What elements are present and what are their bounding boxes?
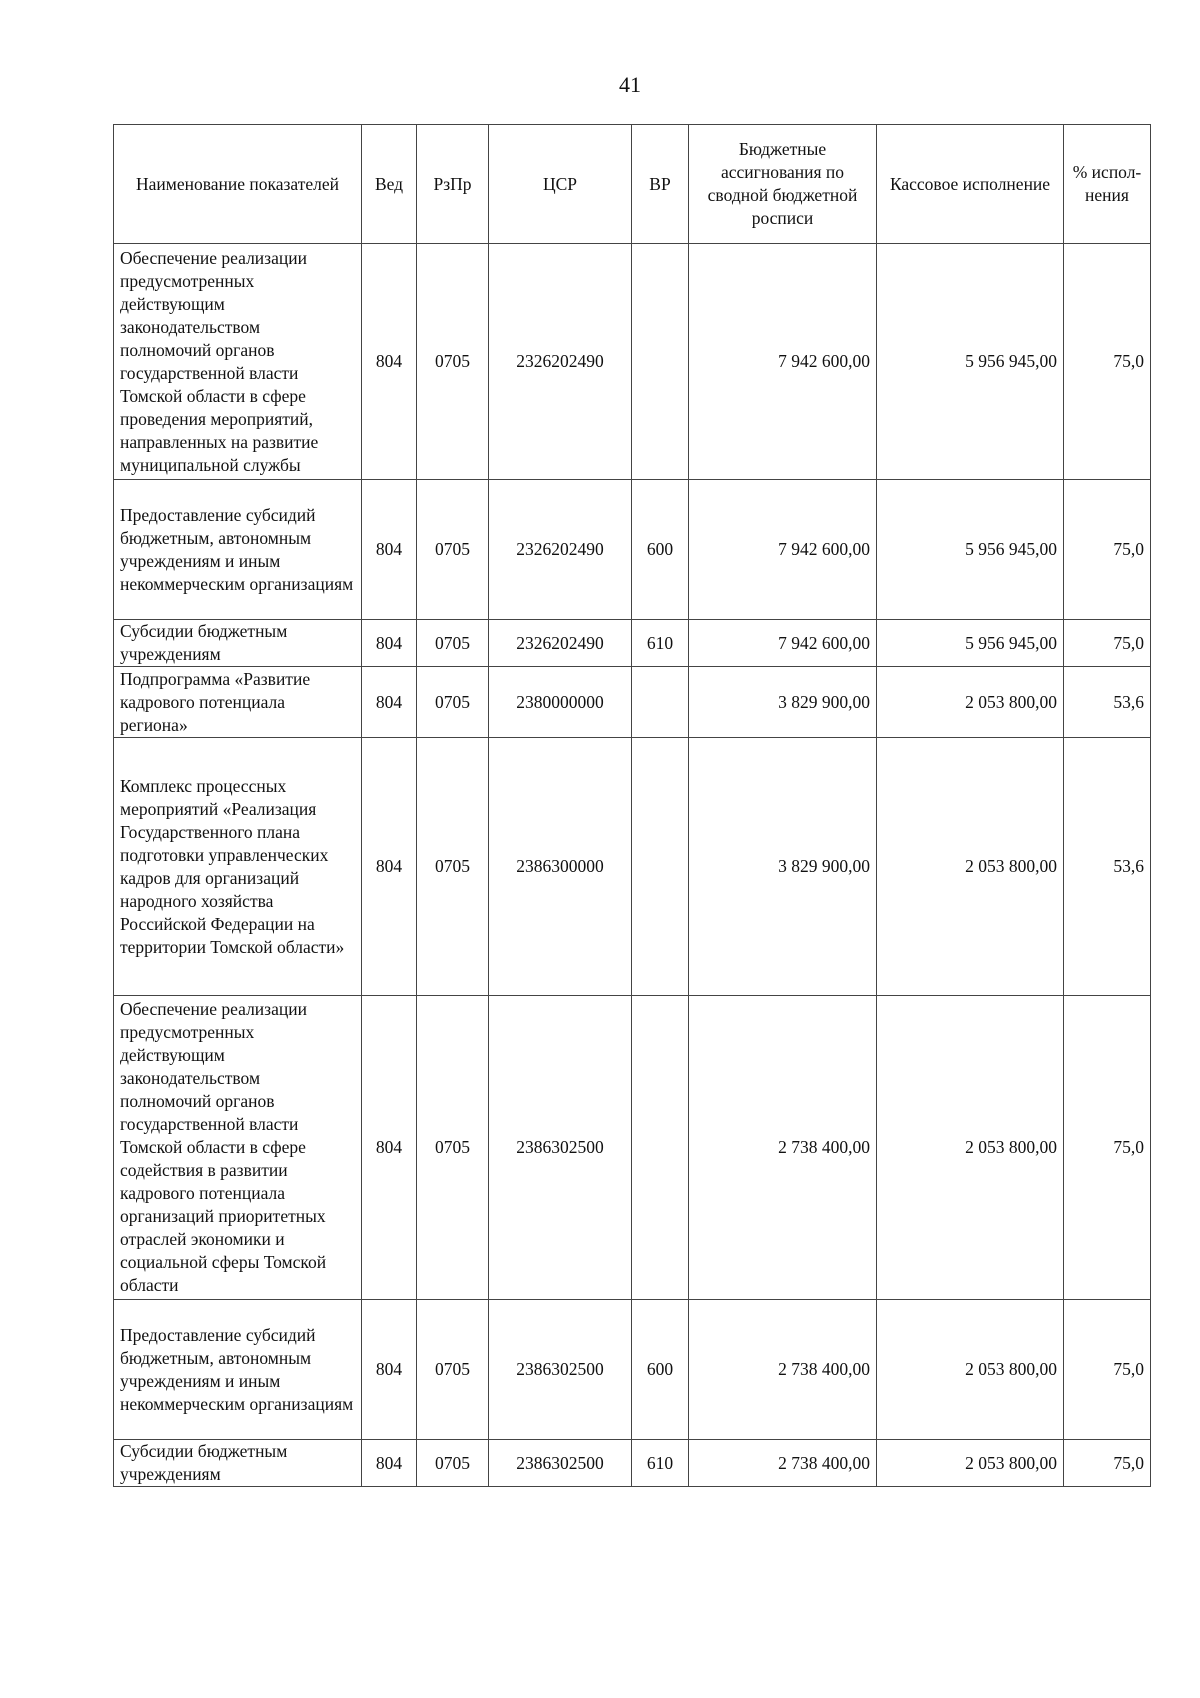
row-percent: 53,6 — [1064, 738, 1151, 996]
row-assignments: 7 942 600,00 — [689, 620, 877, 667]
row-assignments: 7 942 600,00 — [689, 244, 877, 480]
row-ved: 804 — [362, 620, 417, 667]
table-row — [114, 620, 1151, 667]
budget-table — [113, 124, 1151, 1487]
table-header-row — [114, 125, 1151, 244]
row-csr: 2326202490 — [489, 244, 632, 480]
row-vr — [632, 996, 689, 1300]
row-name: Предоставление субсидий бюджетным, автономным учреждениям и иным некоммерческим организациям — [114, 1300, 362, 1440]
row-ved: 804 — [362, 480, 417, 620]
row-cash: 2 053 800,00 — [877, 1440, 1064, 1487]
header-assignments: Бюджетные ассигнования по сводной бюджетной росписи — [689, 125, 877, 244]
row-assignments: 2 738 400,00 — [689, 1440, 877, 1487]
header-csr: ЦСР — [489, 125, 632, 244]
row-rzpr: 0705 — [417, 1440, 489, 1487]
row-rzpr: 0705 — [417, 738, 489, 996]
row-csr: 2386302500 — [489, 996, 632, 1300]
row-vr — [632, 244, 689, 480]
row-percent: 75,0 — [1064, 244, 1151, 480]
row-ved: 804 — [362, 1440, 417, 1487]
header-ved: Вед — [362, 125, 417, 244]
row-percent: 75,0 — [1064, 1300, 1151, 1440]
table-row — [114, 996, 1151, 1300]
row-cash: 2 053 800,00 — [877, 738, 1064, 996]
header-cash-execution: Кассовое исполнение — [877, 125, 1064, 244]
header-rzpr: РзПр — [417, 125, 489, 244]
header-vr: ВР — [632, 125, 689, 244]
row-rzpr: 0705 — [417, 620, 489, 667]
row-rzpr: 0705 — [417, 480, 489, 620]
header-execution-percent: % испол-нения — [1064, 125, 1151, 244]
row-ved: 804 — [362, 667, 417, 738]
row-name: Субсидии бюджетным учреждениям — [114, 1440, 362, 1487]
row-name: Обеспечение реализации предусмотренных действующим законодательством полномочий органов государственной власти Томской области в сфере проведения мероприятий, направленных на развитие муниципальной службы — [114, 244, 362, 480]
table-row — [114, 667, 1151, 738]
row-ved: 804 — [362, 1300, 417, 1440]
table-row — [114, 244, 1151, 480]
row-vr: 600 — [632, 480, 689, 620]
row-ved: 804 — [362, 738, 417, 996]
header-name: Наименование показателей — [114, 125, 362, 244]
row-cash: 5 956 945,00 — [877, 620, 1064, 667]
row-csr: 2380000000 — [489, 667, 632, 738]
row-cash: 2 053 800,00 — [877, 667, 1064, 738]
row-assignments: 3 829 900,00 — [689, 667, 877, 738]
table-row — [114, 1300, 1151, 1440]
row-name: Предоставление субсидий бюджетным, автономным учреждениям и иным некоммерческим организациям — [114, 480, 362, 620]
table-row — [114, 1440, 1151, 1487]
row-csr: 2386300000 — [489, 738, 632, 996]
row-percent: 75,0 — [1064, 480, 1151, 620]
row-vr — [632, 738, 689, 996]
row-rzpr: 0705 — [417, 1300, 489, 1440]
row-assignments: 7 942 600,00 — [689, 480, 877, 620]
page-number: 41 — [619, 72, 641, 97]
row-percent: 75,0 — [1064, 996, 1151, 1300]
row-percent: 75,0 — [1064, 1440, 1151, 1487]
row-csr: 2326202490 — [489, 620, 632, 667]
row-assignments: 3 829 900,00 — [689, 738, 877, 996]
row-cash: 2 053 800,00 — [877, 996, 1064, 1300]
row-rzpr: 0705 — [417, 244, 489, 480]
row-vr: 610 — [632, 620, 689, 667]
row-ved: 804 — [362, 996, 417, 1300]
table-row — [114, 738, 1151, 996]
row-cash: 2 053 800,00 — [877, 1300, 1064, 1440]
row-name: Подпрограмма «Развитие кадрового потенциала региона» — [114, 667, 362, 738]
row-cash: 5 956 945,00 — [877, 244, 1064, 480]
table-row — [114, 480, 1151, 620]
row-assignments: 2 738 400,00 — [689, 996, 877, 1300]
row-vr: 600 — [632, 1300, 689, 1440]
row-cash: 5 956 945,00 — [877, 480, 1064, 620]
row-rzpr: 0705 — [417, 667, 489, 738]
row-csr: 2386302500 — [489, 1300, 632, 1440]
row-ved: 804 — [362, 244, 417, 480]
row-name: Обеспечение реализации предусмотренных действующим законодательством полномочий органов государственной власти Томской области в сфере содействия в развитии кадрового потенциала организаций приоритетных отраслей экономики и социальной сферы Томской области — [114, 996, 362, 1300]
row-percent: 53,6 — [1064, 667, 1151, 738]
row-csr: 2326202490 — [489, 480, 632, 620]
row-name: Комплекс процессных мероприятий «Реализация Государственного плана подготовки управленческих кадров для организаций народного хозяйства Российской Федерации на территории Томской области» — [114, 738, 362, 996]
row-vr — [632, 667, 689, 738]
row-assignments: 2 738 400,00 — [689, 1300, 877, 1440]
row-csr: 2386302500 — [489, 1440, 632, 1487]
row-rzpr: 0705 — [417, 996, 489, 1300]
row-name: Субсидии бюджетным учреждениям — [114, 620, 362, 667]
row-vr: 610 — [632, 1440, 689, 1487]
row-percent: 75,0 — [1064, 620, 1151, 667]
